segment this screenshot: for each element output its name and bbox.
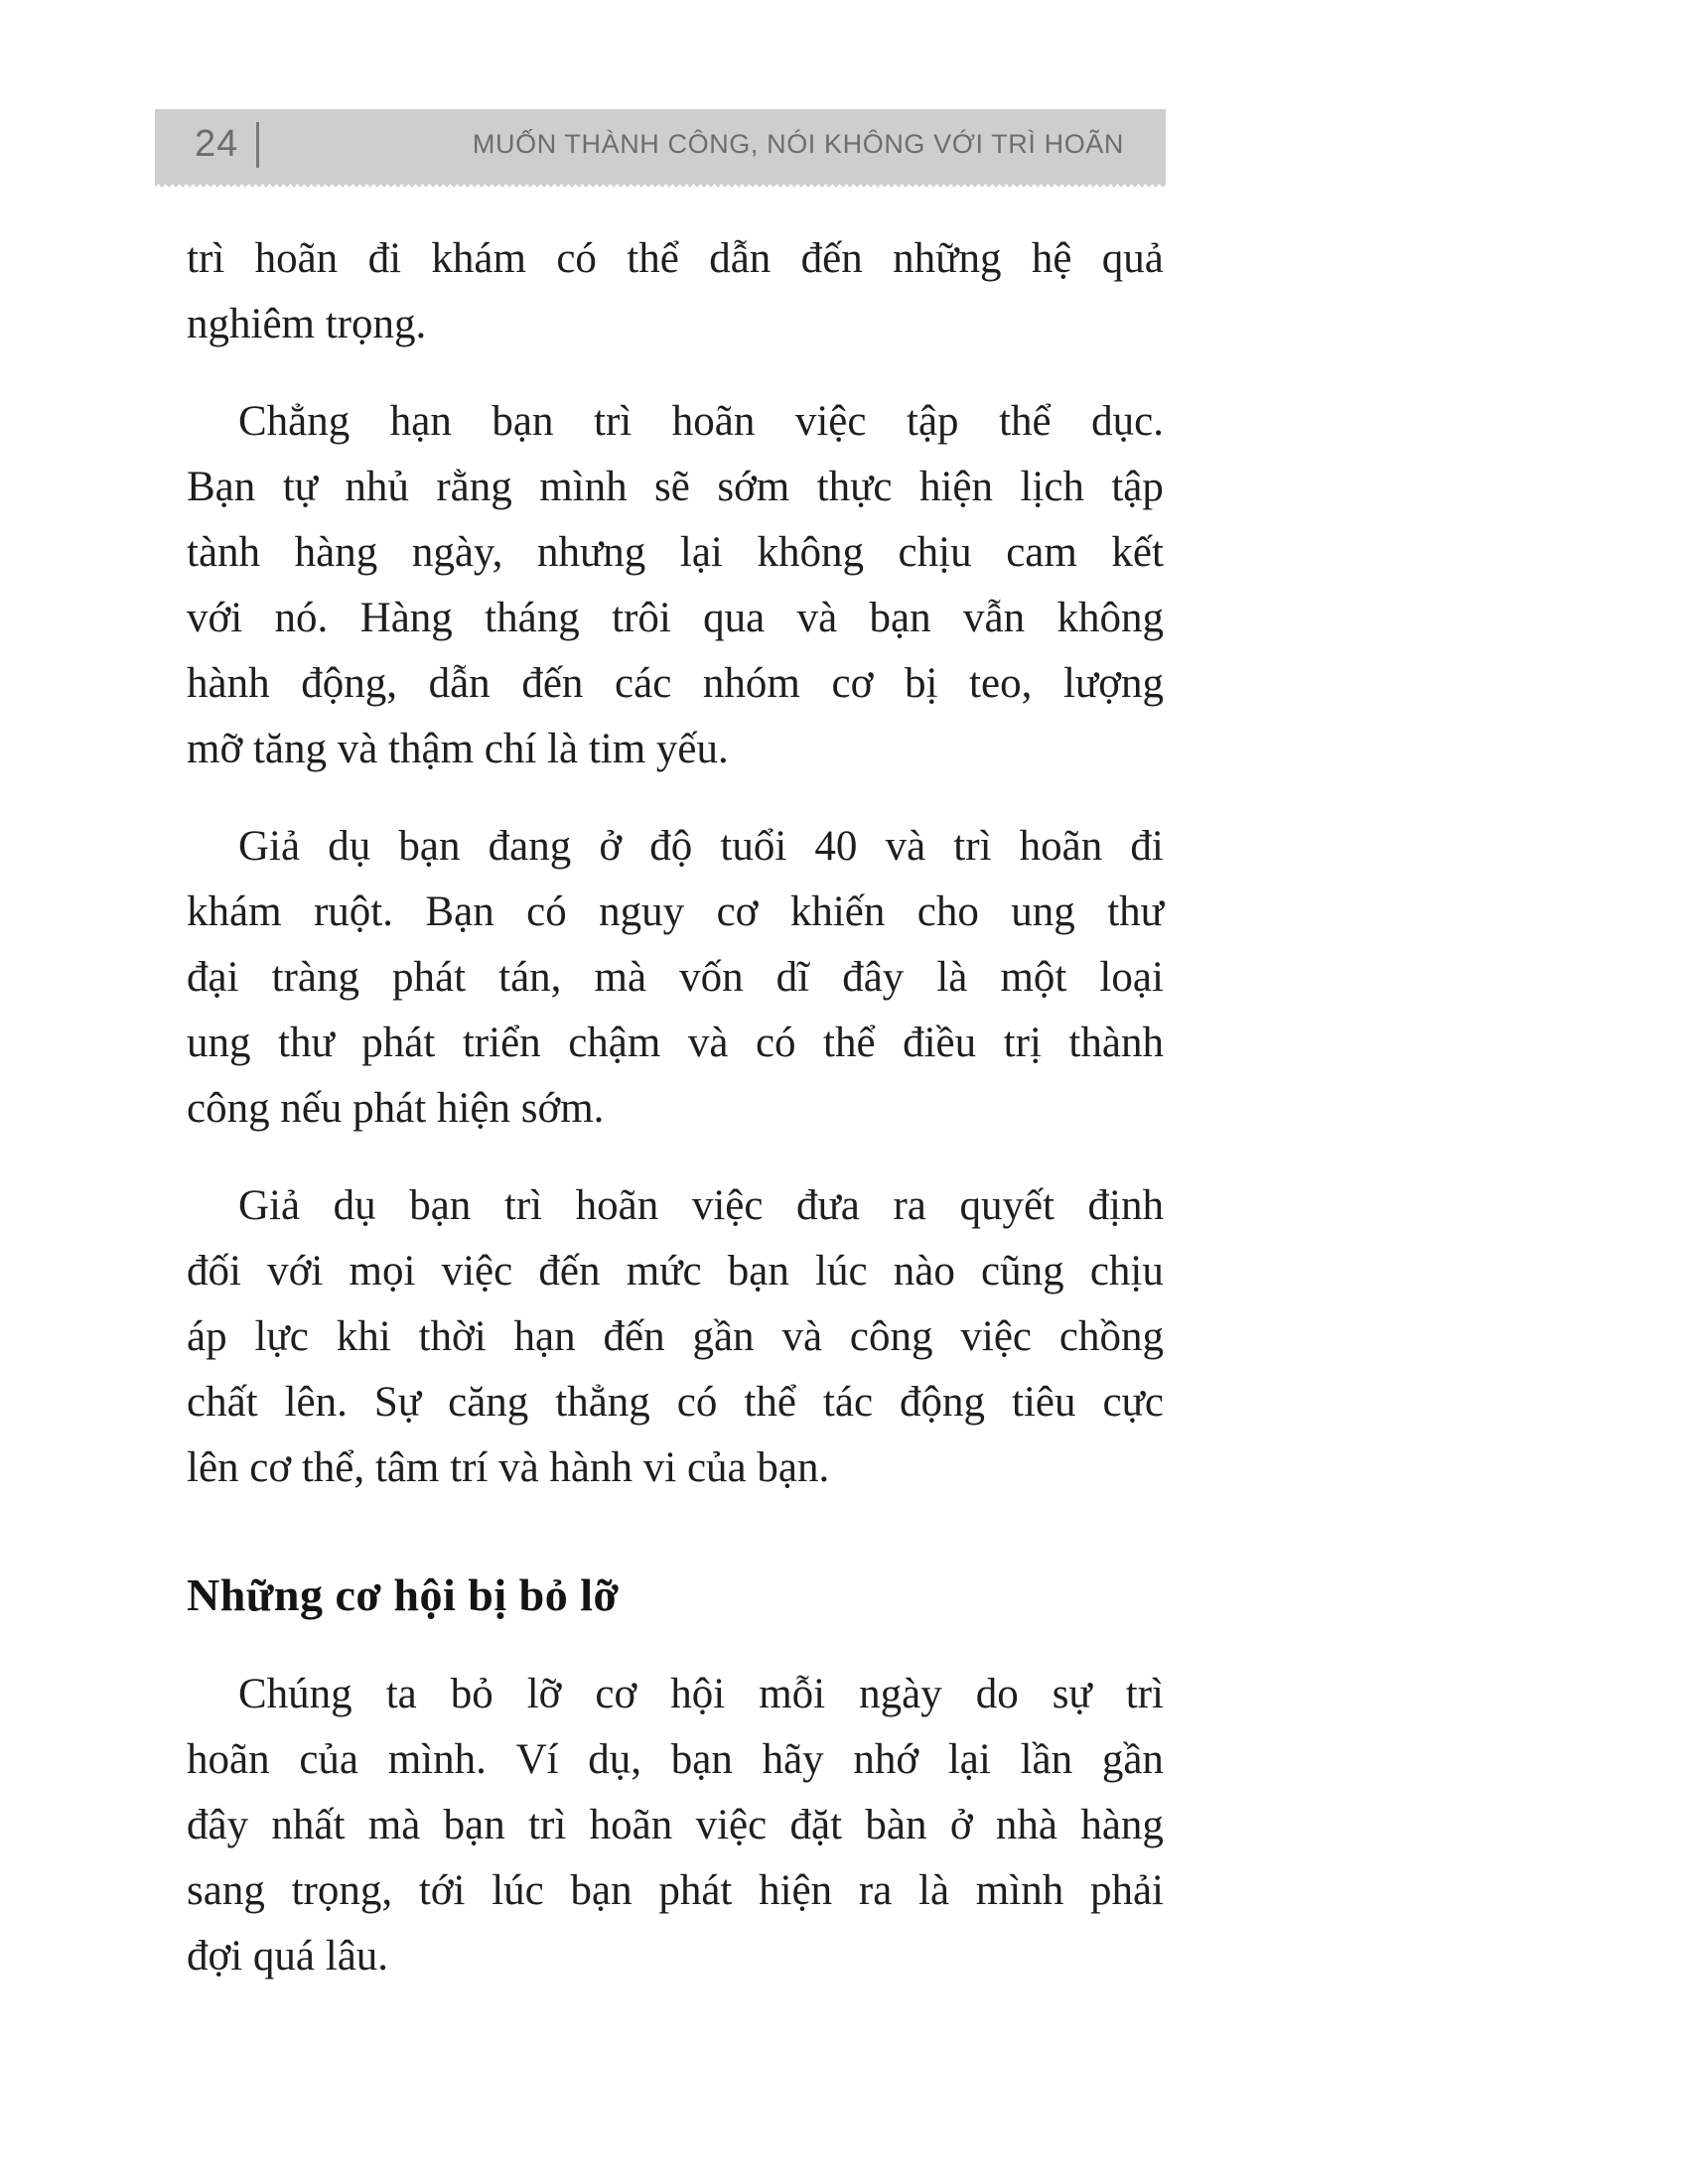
paragraph (187, 1173, 1164, 1501)
text-line: đối với mọi việc đến mức bạn lúc nào cũng chịu (187, 1248, 1164, 1295)
paragraph (187, 226, 1164, 357)
section-heading: Những cơ hội bị bỏ lỡ (187, 1570, 620, 1620)
text-line: áp lực khi thời hạn đến gần và công việc chồng (187, 1313, 1164, 1360)
text-line: Chẳng hạn bạn trì hoãn việc tập thể dục. (238, 398, 1164, 445)
text-line: mỡ tăng và thậm chí là tim yếu. (187, 726, 729, 772)
text-line: đây nhất mà bạn trì hoãn việc đặt bàn ở nhà hàng (187, 1802, 1164, 1848)
text-line: ung thư phát triển chậm và có thể điều trị thành (187, 1020, 1164, 1066)
text-line: sang trọng, tới lúc bạn phát hiện ra là mình phải (187, 1867, 1164, 1914)
text-line: hoãn của mình. Ví dụ, bạn hãy nhớ lại lần gần (187, 1736, 1164, 1783)
text-line: nghiêm trọng. (187, 301, 427, 347)
header-separator-line (256, 122, 259, 168)
text-line: Giả dụ bạn trì hoãn việc đưa ra quyết định (238, 1182, 1164, 1229)
text-line: chất lên. Sự căng thẳng có thể tác động tiêu cực (187, 1379, 1164, 1426)
text-line: Giả dụ bạn đang ở độ tuổi 40 và trì hoãn đi (238, 823, 1164, 870)
running-header (155, 109, 1166, 180)
text-line: Bạn tự nhủ rằng mình sẽ sớm thực hiện lịch tập (187, 464, 1164, 510)
text-line: đại tràng phát tán, mà vốn dĩ đây là một loại (187, 954, 1164, 1001)
text-line: với nó. Hàng tháng trôi qua và bạn vẫn không (187, 595, 1164, 641)
text-line: đợi quá lâu. (187, 1933, 389, 1979)
text-line: trì hoãn đi khám có thể dẫn đến những hệ quả (187, 235, 1164, 282)
text-line: khám ruột. Bạn có nguy cơ khiến cho ung thư (187, 888, 1164, 935)
running-title: MUỐN THÀNH CÔNG, NÓI KHÔNG VỚI TRÌ HOÃN (472, 129, 1124, 159)
text-line: hành động, dẫn đến các nhóm cơ bị teo, lượng (187, 660, 1164, 707)
text-line: công nếu phát hiện sớm. (187, 1085, 605, 1132)
text-line: lên cơ thể, tâm trí và hành vi của bạn. (187, 1444, 830, 1491)
paragraph (187, 814, 1164, 1142)
paragraph (187, 1662, 1164, 1989)
content-blocks (187, 226, 1164, 2021)
paragraph (187, 389, 1164, 782)
text-line: Chúng ta bỏ lỡ cơ hội mỗi ngày do sự trì (238, 1671, 1164, 1717)
text-line: tành hàng ngày, nhưng lại không chịu cam kết (187, 529, 1164, 576)
page-number: 24 (195, 123, 239, 165)
